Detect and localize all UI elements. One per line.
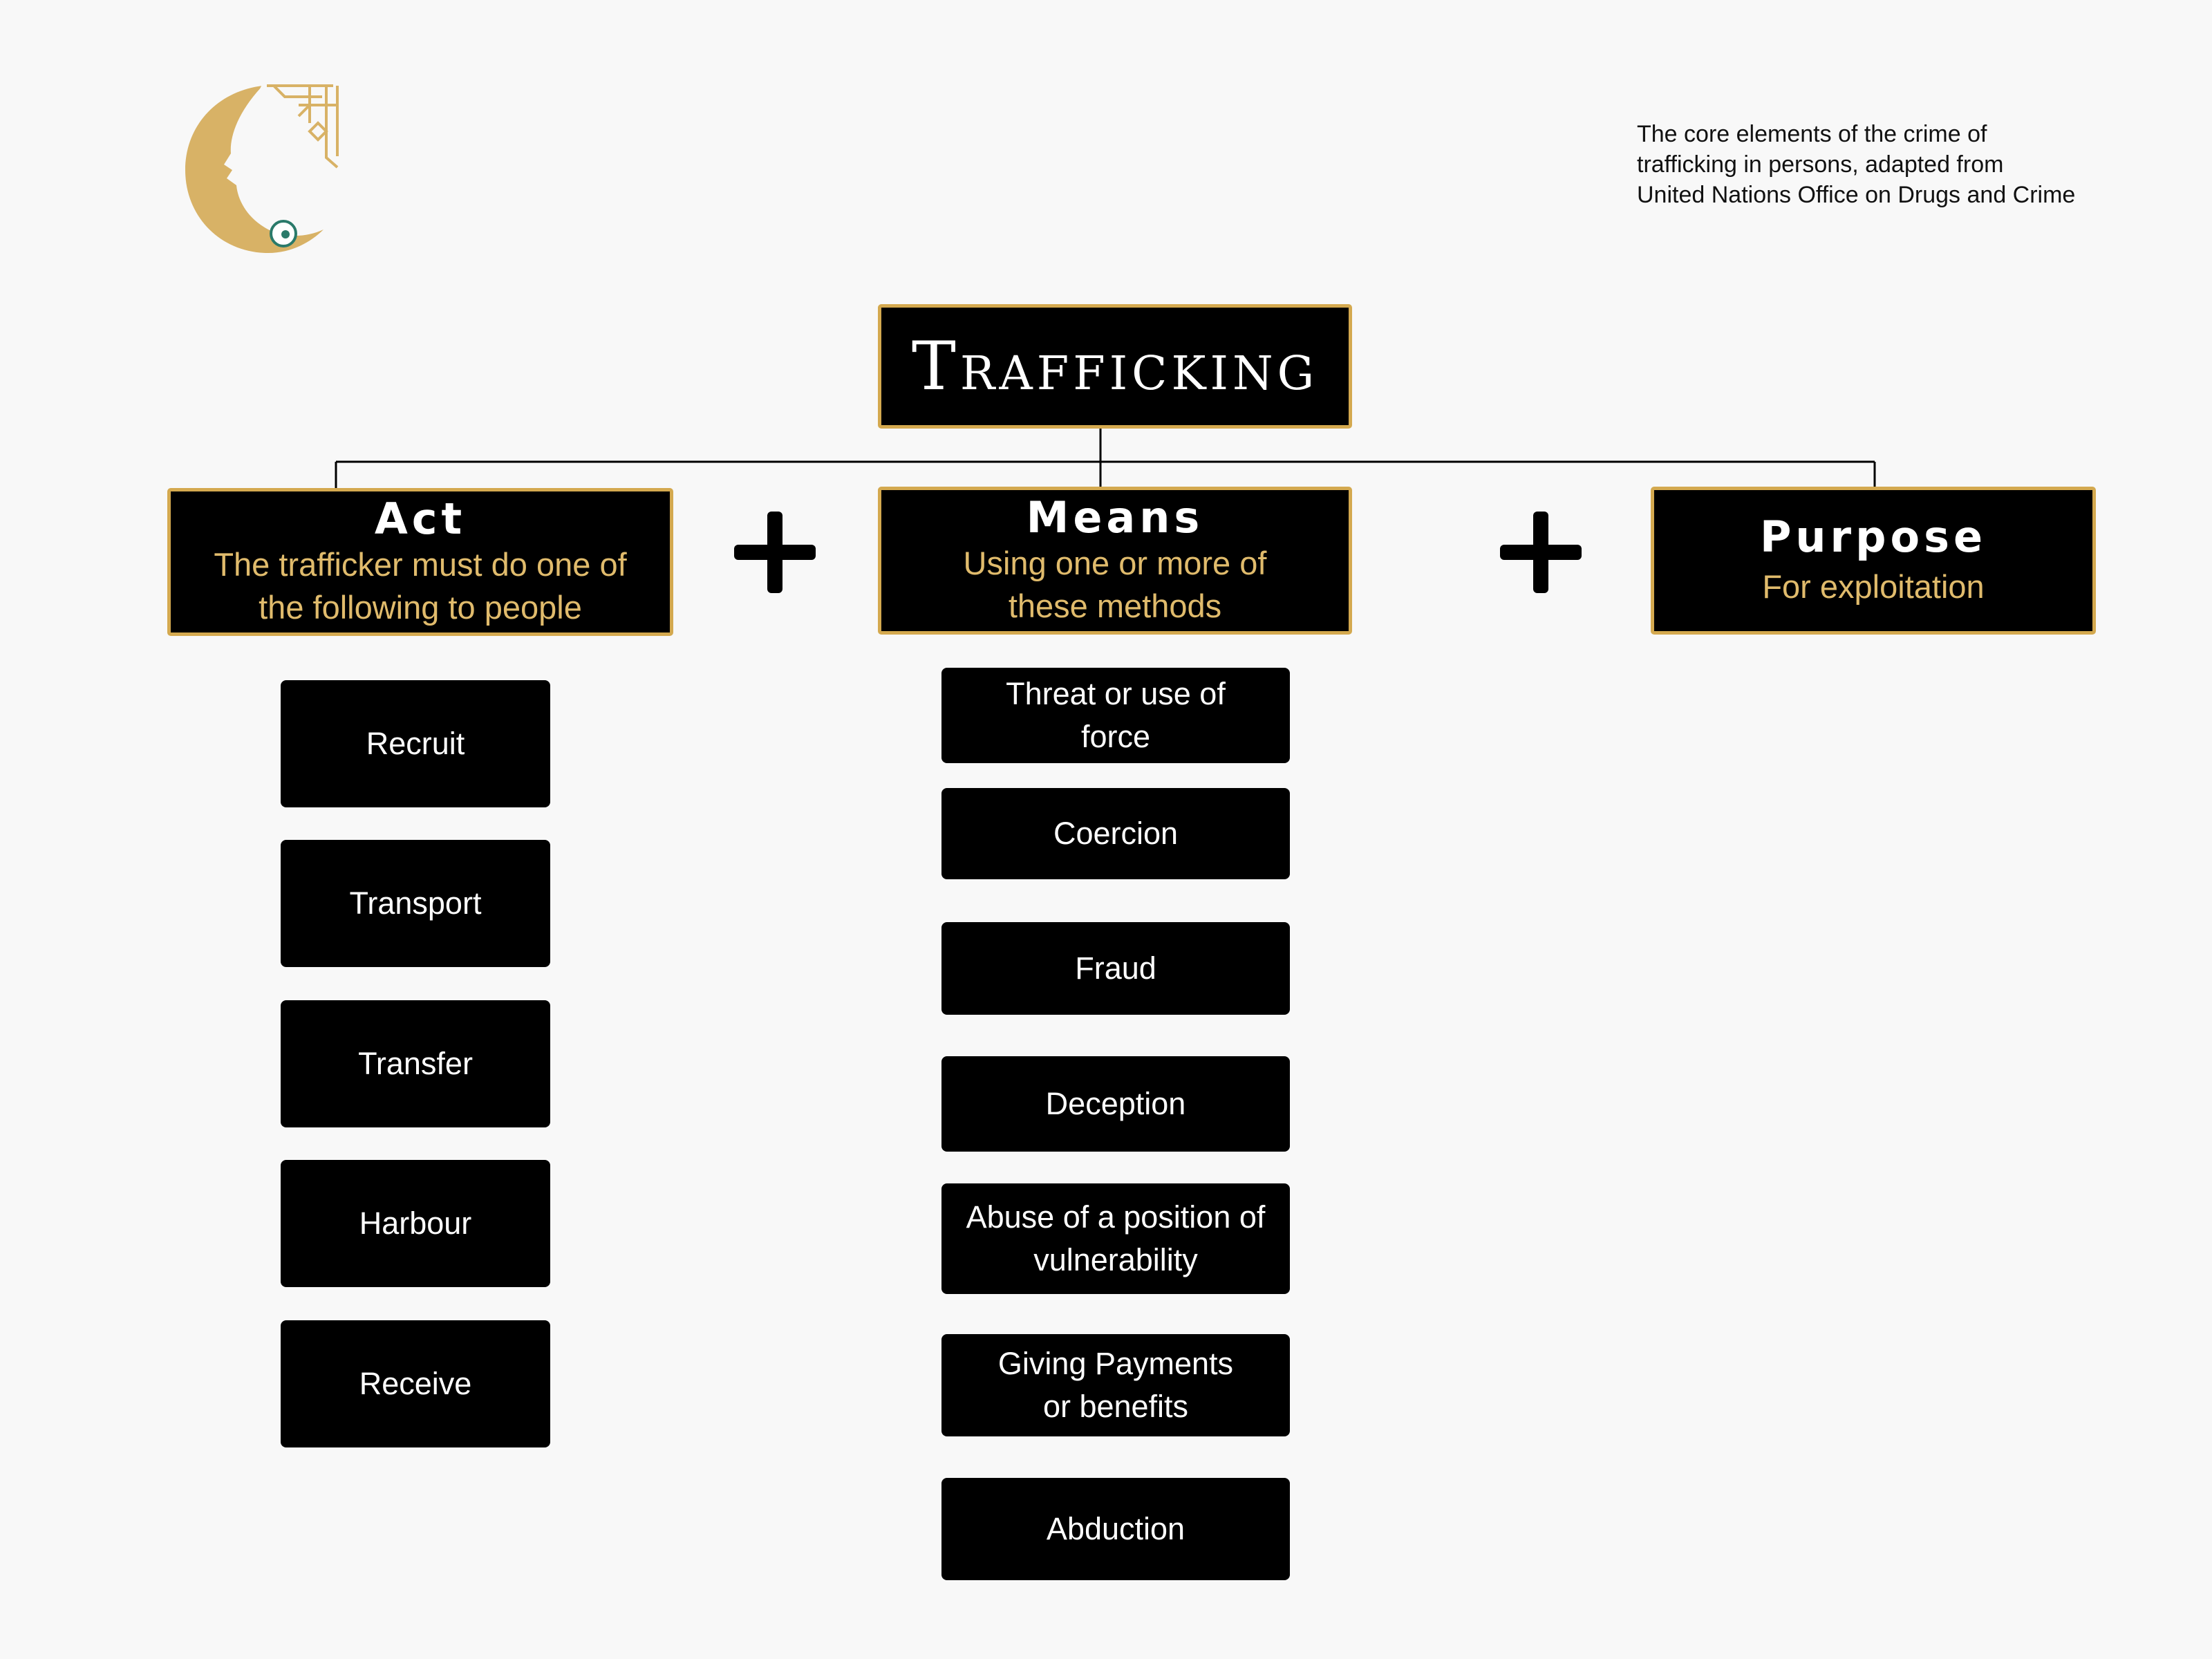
means-item-threat-or-force: Threat or use of force [941,668,1290,763]
act-header [167,488,673,636]
act-item-transport: Transport [281,840,550,967]
means-item-coercion: Coercion [941,788,1290,879]
trafficking-title: Trafficking [911,328,1319,405]
plus-icon [1500,512,1582,593]
purpose-header [1651,487,2096,635]
act-item-recruit: Recruit [281,680,550,807]
act-item-transfer: Transfer [281,1000,550,1127]
means-item-abuse-of-vulnerability: Abuse of a position of vulnerability [941,1183,1290,1294]
means-subtitle-line-1: Using one or more of [963,545,1267,581]
act-item-receive: Receive [281,1320,550,1447]
caption-line-1: The core elements of the crime of [1637,121,1987,147]
trafficking-node [878,304,1352,429]
means-item-abduction: Abduction [941,1478,1290,1580]
act-item-harbour: Harbour [281,1160,550,1287]
means-item-deception: Deception [941,1056,1290,1152]
plus-icon [734,512,816,593]
means-header [878,487,1352,635]
purpose-subtitle: For exploitation [1762,568,1985,605]
caption-line-3: United Nations Office on Drugs and Crime [1637,182,2076,208]
act-title: Act [374,494,467,544]
means-item-payments-or-benefits: Giving Payments or benefits [941,1334,1290,1436]
means-title: Means [1026,492,1204,543]
act-subtitle-line-1: The trafficker must do one of [214,546,627,583]
purpose-title: Purpose [1759,512,1987,562]
means-subtitle-line-2: these methods [1008,588,1222,624]
caption-line-2: trafficking in persons, adapted from [1637,151,2004,178]
means-item-fraud: Fraud [941,922,1290,1015]
act-subtitle-line-2: the following to people [259,589,582,626]
